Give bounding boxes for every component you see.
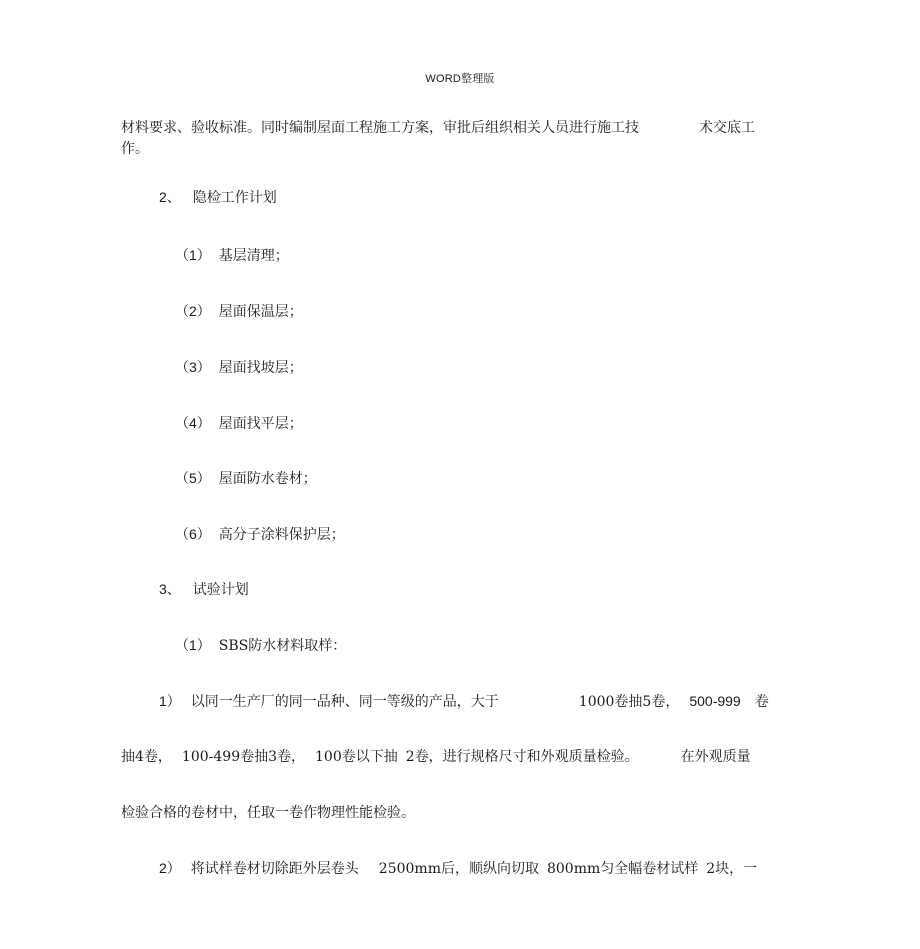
section-3-title: 试验计划 [192, 582, 249, 598]
para-1-text-f: 100-499卷抽3卷， [181, 749, 306, 765]
para-1-line-2 [121, 748, 751, 766]
para-1-text-g: 100卷以下抽 [315, 749, 398, 765]
section-2-title: 隐检工作计划 [192, 190, 277, 206]
list-item-text: 基层清理； [218, 248, 289, 264]
list-item [175, 302, 303, 321]
para-2-text-c: 800mm匀全幅卷材试样 [546, 861, 699, 877]
list-item-number: （1） [175, 247, 211, 263]
para-1-text-i: 在外观质量 [680, 749, 751, 765]
para-2-text-b: 2500mm后，顺纵向切取 [378, 861, 539, 877]
para-1-text-a: 以同一生产厂的同一品种、同一等级的产品，大于 [190, 694, 499, 710]
list-item-number: （2） [175, 303, 211, 319]
para-1-line-1 [159, 692, 769, 711]
para-1-number: 1） [159, 693, 181, 709]
para-2-line-1 [159, 859, 757, 878]
section-2-heading [159, 188, 277, 207]
list-item [175, 358, 303, 377]
para-1-line-3: 检验合格的卷材中，任取一卷作物理性能检验。 [121, 805, 415, 821]
intro-line-1-tail: 术交底工 [699, 120, 755, 136]
list-item-text: 高分子涂料保护层； [218, 527, 345, 543]
list-item [175, 525, 345, 544]
para-1-text-d: 卷 [754, 694, 769, 710]
intro-line-2: 作。 [121, 141, 149, 157]
sub-item [175, 636, 346, 655]
para-2-number: 2） [159, 860, 181, 876]
section-3-number: 3、 [159, 581, 181, 597]
list-item-number: （4） [175, 415, 211, 431]
list-item-number: （5） [175, 470, 211, 486]
para-2-text-d: 2块，一 [706, 861, 758, 877]
section-2-number: 2、 [159, 189, 181, 205]
list-item-text: 屋面防水卷材； [218, 471, 317, 487]
section-3-heading [159, 580, 249, 599]
list-item [175, 246, 289, 265]
list-item [175, 469, 317, 488]
list-item-text: 屋面保温层； [218, 304, 303, 320]
para-2-text-a: 将试样卷材切除距外层卷头 [190, 861, 359, 877]
list-item [175, 414, 303, 433]
list-item-text: 屋面找坡层； [218, 360, 303, 376]
para-1-text-h: 2卷，进行规格尺寸和外观质量检验。 [405, 749, 639, 765]
list-item-number: （3） [175, 359, 211, 375]
list-item-number: （6） [175, 526, 211, 542]
sub-item-number: （1） [175, 637, 211, 653]
para-1-text-b: 1000卷抽5卷， [578, 694, 680, 710]
para-1-text-c: 500-999 [689, 693, 741, 709]
intro-line-1-text: 材料要求、验收标准。同时编制屋面工程施工方案，审批后组织相关人员进行施工技 [121, 120, 639, 136]
sub-item-text: SBS防水材料取样： [218, 638, 347, 654]
intro-line-1 [121, 119, 755, 137]
list-item-text: 屋面找平层； [218, 416, 303, 432]
page-header: WORD整理版 [425, 73, 495, 85]
para-1-text-e: 抽4卷， [121, 749, 172, 765]
